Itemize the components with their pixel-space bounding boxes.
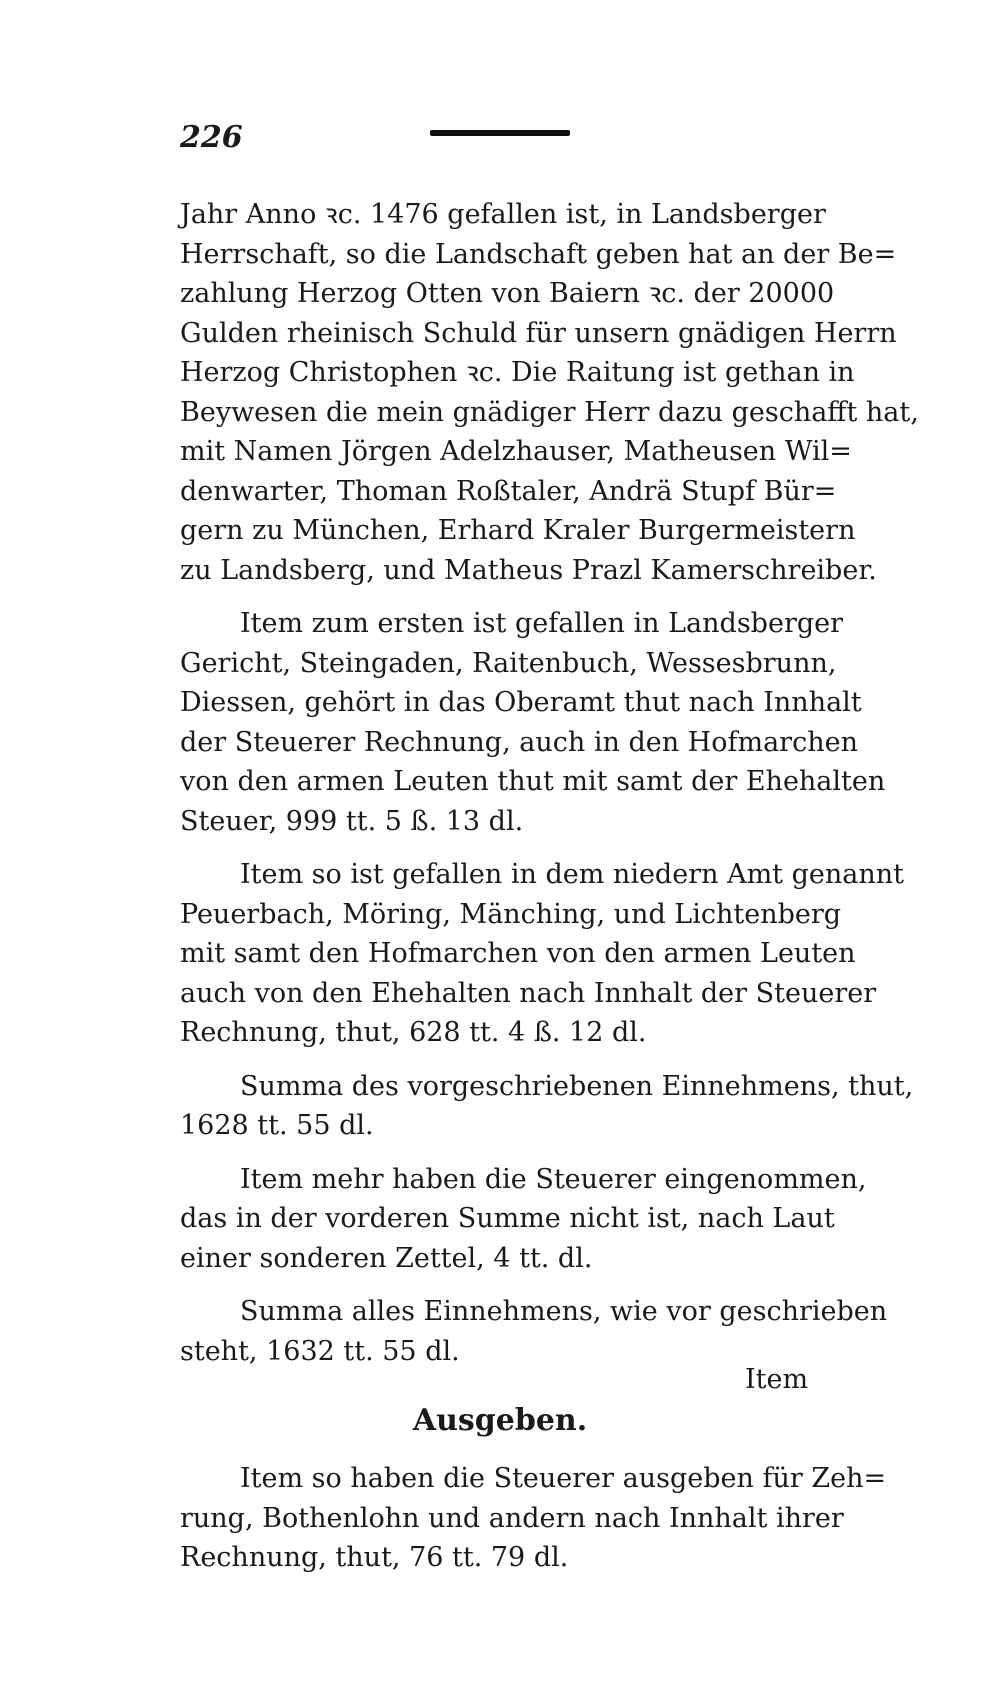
text-line: Item so haben die Steuerer ausgeben für Zeh= bbox=[240, 1463, 887, 1494]
text-line: Diessen, gehört in das Oberamt thut nach Innhalt bbox=[180, 687, 862, 718]
text-line: denwarter, Thoman Roßtaler, Andrä Stupf Bür= bbox=[180, 475, 837, 507]
text-line: mit Namen Jörgen Adelzhauser, Matheusen Wil= bbox=[180, 436, 852, 467]
text-line: auch von den Ehehalten nach Innhalt der Steuerer bbox=[180, 977, 877, 1009]
paragraph-summa-alles bbox=[180, 1292, 888, 1371]
text-line: zu Landsberg, und Matheus Prazl Kamerschreiber. bbox=[180, 554, 877, 586]
text-line: von den armen Leuten thut mit samt der Ehehalten bbox=[180, 766, 886, 797]
text-line: das in der vorderen Summe nicht ist, nach Laut bbox=[180, 1203, 835, 1234]
page-number: 226 bbox=[180, 120, 243, 155]
text-line: der Steuerer Rechnung, auch in den Hofmarchen bbox=[180, 726, 858, 758]
paragraph-intro bbox=[180, 195, 919, 590]
text-line: Steuer, 999 tt. 5 ß. 13 dl. bbox=[180, 805, 524, 837]
header-rule bbox=[430, 130, 570, 136]
page-header bbox=[180, 118, 820, 158]
text-line: steht, 1632 tt. 55 dl. bbox=[180, 1335, 460, 1367]
paragraph-item-mehr bbox=[180, 1160, 867, 1279]
text-line: Summa des vorgeschriebenen Einnehmens, thut, bbox=[240, 1070, 914, 1102]
paragraph-item-niedern-amt bbox=[180, 855, 904, 1053]
paragraph-item-landsberg bbox=[180, 604, 886, 841]
text-line: zahlung Herzog Otten von Baiern ꝛc. der 20000 bbox=[180, 278, 835, 309]
text-line: Item mehr haben die Steuerer eingenommen, bbox=[240, 1163, 867, 1195]
text-line: mit samt den Hofmarchen von den armen Leuten bbox=[180, 938, 856, 969]
text-line: gern zu München, Erhard Kraler Burgermeistern bbox=[180, 515, 856, 546]
text-line: Herzog Christophen ꝛc. Die Raitung ist gethan in bbox=[180, 357, 855, 388]
text-line: Rechnung, thut, 628 tt. 4 ß. 12 dl. bbox=[180, 1017, 647, 1048]
text-line: Gulden rheinisch Schuld für unsern gnädigen Herrn bbox=[180, 317, 897, 349]
catchword: Item bbox=[745, 1364, 809, 1395]
section-heading: Ausgeben. bbox=[412, 1403, 588, 1438]
text-line: Beywesen die mein gnädiger Herr dazu geschafft hat, bbox=[180, 396, 919, 428]
text-line: Item zum ersten ist gefallen in Landsberger bbox=[240, 608, 844, 639]
text-line: Item so ist gefallen in dem niedern Amt genannt bbox=[240, 859, 904, 890]
text-line: Summa alles Einnehmens, wie vor geschrieben bbox=[240, 1296, 888, 1327]
paragraph-summa-vorgeschrieben bbox=[180, 1067, 914, 1146]
paragraph-item-ausgeben bbox=[180, 1459, 887, 1578]
text-line: einer sonderen Zettel, 4 tt. dl. bbox=[180, 1242, 593, 1274]
text-line: Herrschaft, so die Landschaft geben hat an der Be= bbox=[180, 238, 897, 270]
text-line: rung, Bothenlohn und andern nach Innhalt ihrer bbox=[180, 1502, 844, 1534]
text-body bbox=[180, 195, 919, 1592]
text-line: Jahr Anno ꝛc. 1476 gefallen ist, in Landsberger bbox=[180, 199, 826, 230]
text-line: Rechnung, thut, 76 tt. 79 dl. bbox=[180, 1542, 569, 1573]
text-line: Gericht, Steingaden, Raitenbuch, Wessesbrunn, bbox=[180, 647, 837, 679]
text-line: 1628 tt. 55 dl. bbox=[180, 1110, 374, 1141]
text-line: Peuerbach, Möring, Mänching, und Lichtenberg bbox=[180, 898, 842, 930]
